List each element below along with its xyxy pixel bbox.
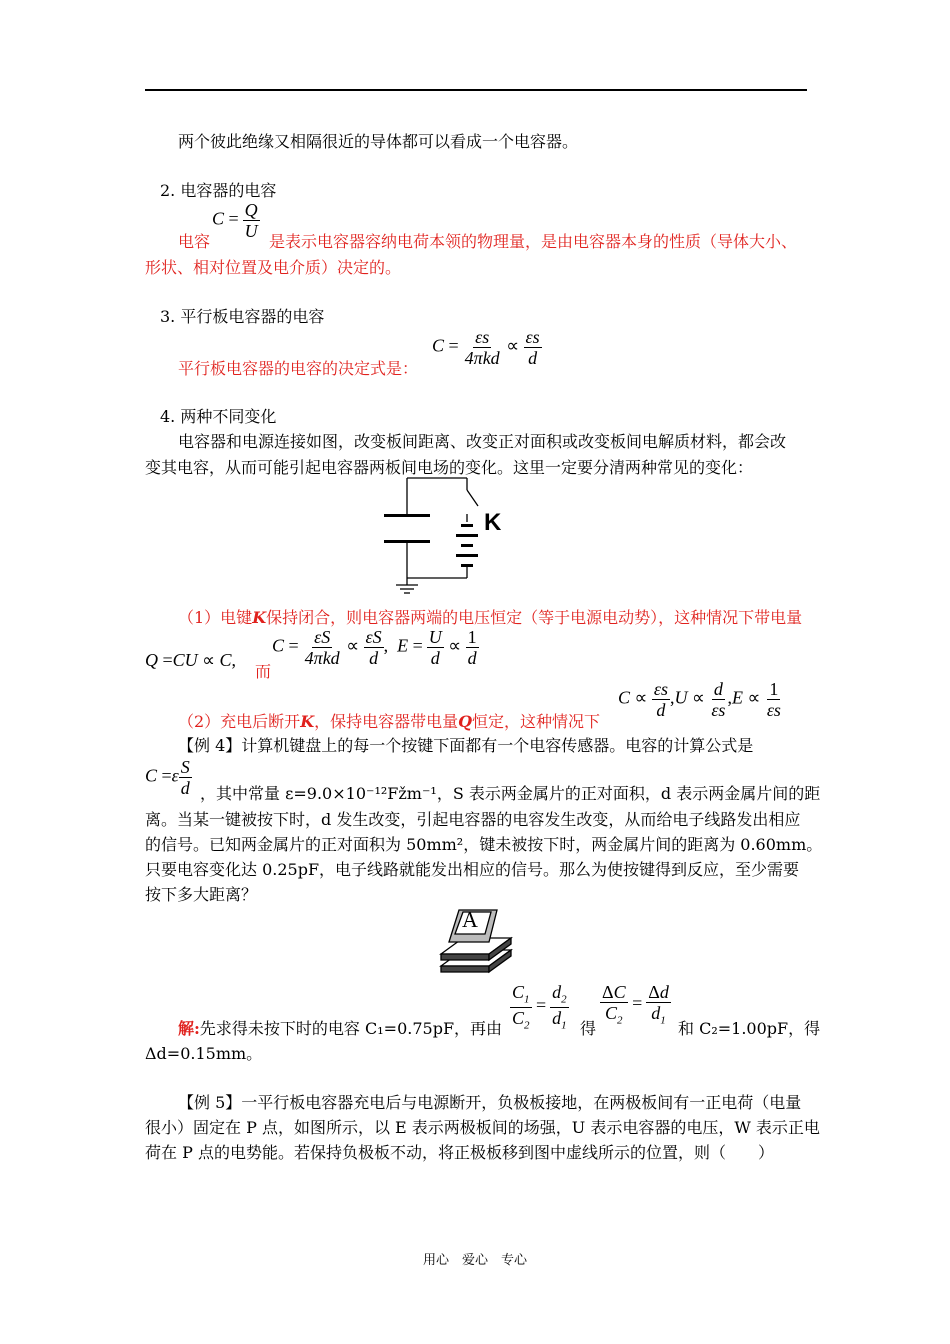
example4-line5: 只要电容变化达 0.25pF，电子线路就能发出相应的信号。那么为使按键得到反应，至少需要 (145, 860, 800, 879)
solution-line2: Δd=0.15mm。 (145, 1044, 263, 1063)
formula-c-q-u: C = $\frac{Q}{U}$ (212, 200, 258, 241)
circuit-diagram (370, 470, 520, 605)
paragraph-capacitor-def: 两个彼此绝缘又相隔很近的导体都可以看成一个电容器。 (178, 132, 579, 151)
parallel-plate-desc: 平行板电容器的电容的决定式是： (178, 359, 419, 378)
heading-two-changes: 4. 两种不同变化 (160, 407, 277, 426)
header-rule (145, 89, 807, 91)
solution-text: 先求得未按下时的电容 C₁=0.75pF，再由 (199, 1019, 503, 1038)
example5-line2: 很小）固定在 P 点，如图所示，以 E 表示两极板间的场强，U 表示电容器的电压，W 表示正电 (145, 1118, 820, 1137)
case1-k: K (252, 608, 267, 627)
solution-de: 得 (580, 1019, 597, 1038)
cap-desc-2: 是表示电容器容纳电荷本领的物理量，是由电容器本身的性质（导体大小、 (269, 232, 798, 251)
formula-ratio: $\frac{C_1}{C_2}$ = $\frac{d_2}{d_1}$ (512, 982, 567, 1032)
example5-line3: 荷在 P 点的电势能。若保持负极板不动，将正极板移到图中虚线所示的位置，则（ ） (145, 1143, 774, 1162)
case2-prefix: （2）充电后断开 (178, 712, 301, 731)
case1-prefix: （1）电键 (178, 608, 253, 627)
formula-parallel-plate: C = $\frac{\varepsilon s}{\text{4πkd}}$ ∝ $\frac{\varepsilon s}{d}$ (432, 327, 540, 368)
key-letter: A (462, 907, 478, 932)
case2-text-a: ，保持电容器带电量 (314, 712, 459, 731)
formula-delta: $\frac{\Delta C}{C_2}$ = $\frac{\Delta d}{d_1}$ (602, 982, 669, 1027)
solution-label: 解: (178, 1019, 200, 1038)
solution-and: 和 C₂=1.00pF，得 (678, 1019, 821, 1038)
case2-text-b: 恒定，这种情况下 (472, 712, 601, 731)
cap-desc-1: 电容 (178, 232, 211, 251)
formula-q-cu: Q =CU ∝ C, (145, 650, 237, 670)
capacitor-plate-bottom (384, 540, 430, 543)
example4-line4: 的信号。已知两金属片的正对面积为 50mm²，键未被按下时，两金属片间的距离为 0.60mm。 (145, 835, 823, 854)
page-footer: 用心 爱心 专心 (423, 1253, 528, 1268)
example4-line3: 离。当某一键被按下时，d 发生改变，引起电容器的电容发生改变，从而给电子线路发出相应 (145, 810, 801, 829)
case1-text: 保持闭合，则电容器两端的电压恒定（等于电源电动势），这种情况下带电量 (266, 608, 803, 627)
case2-line (178, 710, 600, 734)
capacitor-plate-top (384, 514, 430, 517)
case1-er: 而 (255, 662, 272, 681)
case1-line (178, 606, 802, 630)
formula-case1: C = $\frac{\varepsilon S}{\text{4πkd}}$ ∝ $\frac{\varepsilon S}{d}$ , E = $\frac{U}{d}$ ∝ $\frac{1}{d}$ (272, 627, 477, 668)
paragraph-changes-1: 电容器和电源连接如图，改变板间距离、改变正对面积或改变板间电解质材料，都会改 (178, 432, 787, 451)
case2-q: Q (458, 712, 473, 731)
solution-line1 (178, 1017, 502, 1041)
heading-parallel-plate: 3. 平行板电容器的电容 (160, 307, 325, 326)
example5-line1: 【例 5】一平行板电容器充电后与电源断开，负极板接地，在两极板间有一正电荷（电量 (178, 1093, 802, 1112)
paragraph-changes-2: 变其电容，从而可能引起电容器两板间电场的变化。这里一定要分清两种常见的变化： (145, 458, 754, 477)
example4-line1: 【例 4】计算机键盘上的每一个按键下面都有一个电容传感器。电容的计算公式是 (178, 736, 754, 755)
formula-case2: C ∝ $\frac{\varepsilon s}{d}$ ,U ∝ $\frac{d}{\varepsilon s}$ ,E ∝ $\frac{1}{\varepsilon s}$ (618, 679, 781, 720)
example4-line2: ，其中常量 ε=9.0×10⁻¹²Fžm⁻¹，S 表示两金属片的正对面积，d 表示两金属片间的距 (200, 784, 821, 803)
case2-k: K (300, 712, 315, 731)
heading-capacitance: 2. 电容器的电容 (160, 181, 277, 200)
example4-line6: 按下多大距离？ (145, 885, 258, 904)
formula-example4: C =ε $\frac{S}{d}$ (145, 757, 190, 798)
cap-desc-3: 形状、相对位置及电介质）决定的。 (145, 258, 402, 277)
switch-label: K (484, 509, 502, 536)
